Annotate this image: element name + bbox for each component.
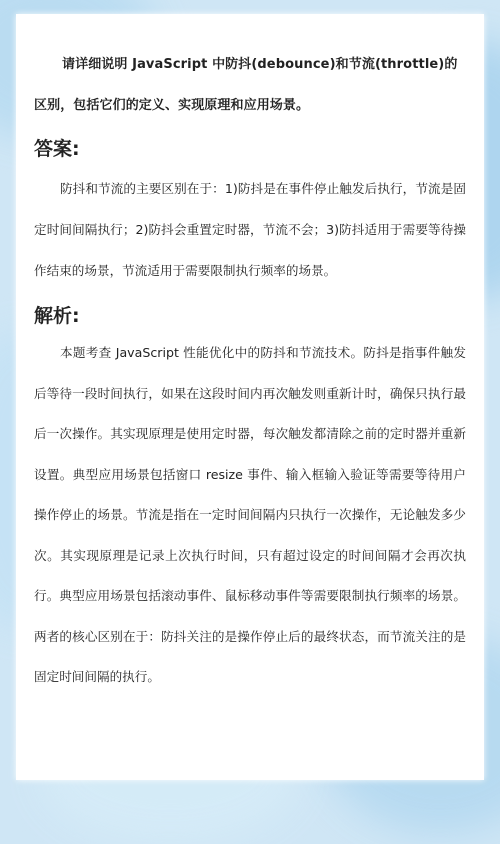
analysis-text: 本题考查 JavaScript 性能优化中的防抖和节流技术。防抖是指事件触发后等待一段时间执行，如果在这段时间内再次触发则重新计时，确保只执行最后一次操作。其实现原理是使用定时器，每次触发都清除之前的定时器并重新设置。典型应用场景包括窗口 resize 事件、输入框输入验证等需要等待用户操作停止的场景。节流是指在一定时间间隔内只执行一次操作，无论触发多少次。其实现原理是记录上次执行时间，只有超过设定的时间间隔才会再次执行。典型应用场景包括滚动事件、鼠标移动事件等需要限制执行频率的场景。两者的核心区别在于：防抖关注的是操作停止后的最终状态，而节流关注的是固定时间间隔的执行。 [34, 345, 466, 684]
answer-heading: 答案: [34, 138, 80, 160]
analysis-heading: 解析: [34, 305, 80, 327]
document-content [16, 14, 484, 698]
answer-text: 防抖和节流的主要区别在于：1)防抖是在事件停止触发后执行，节流是固定时间间隔执行；2)防抖会重置定时器，节流不会；3)防抖适用于需要等待操作结束的场景，节流适用于需要限制执行频率的场景。 [34, 181, 466, 278]
question-text: 请详细说明 JavaScript 中防抖(debounce)和节流(throttle)的区别，包括它们的定义、实现原理和应用场景。 [34, 57, 458, 113]
